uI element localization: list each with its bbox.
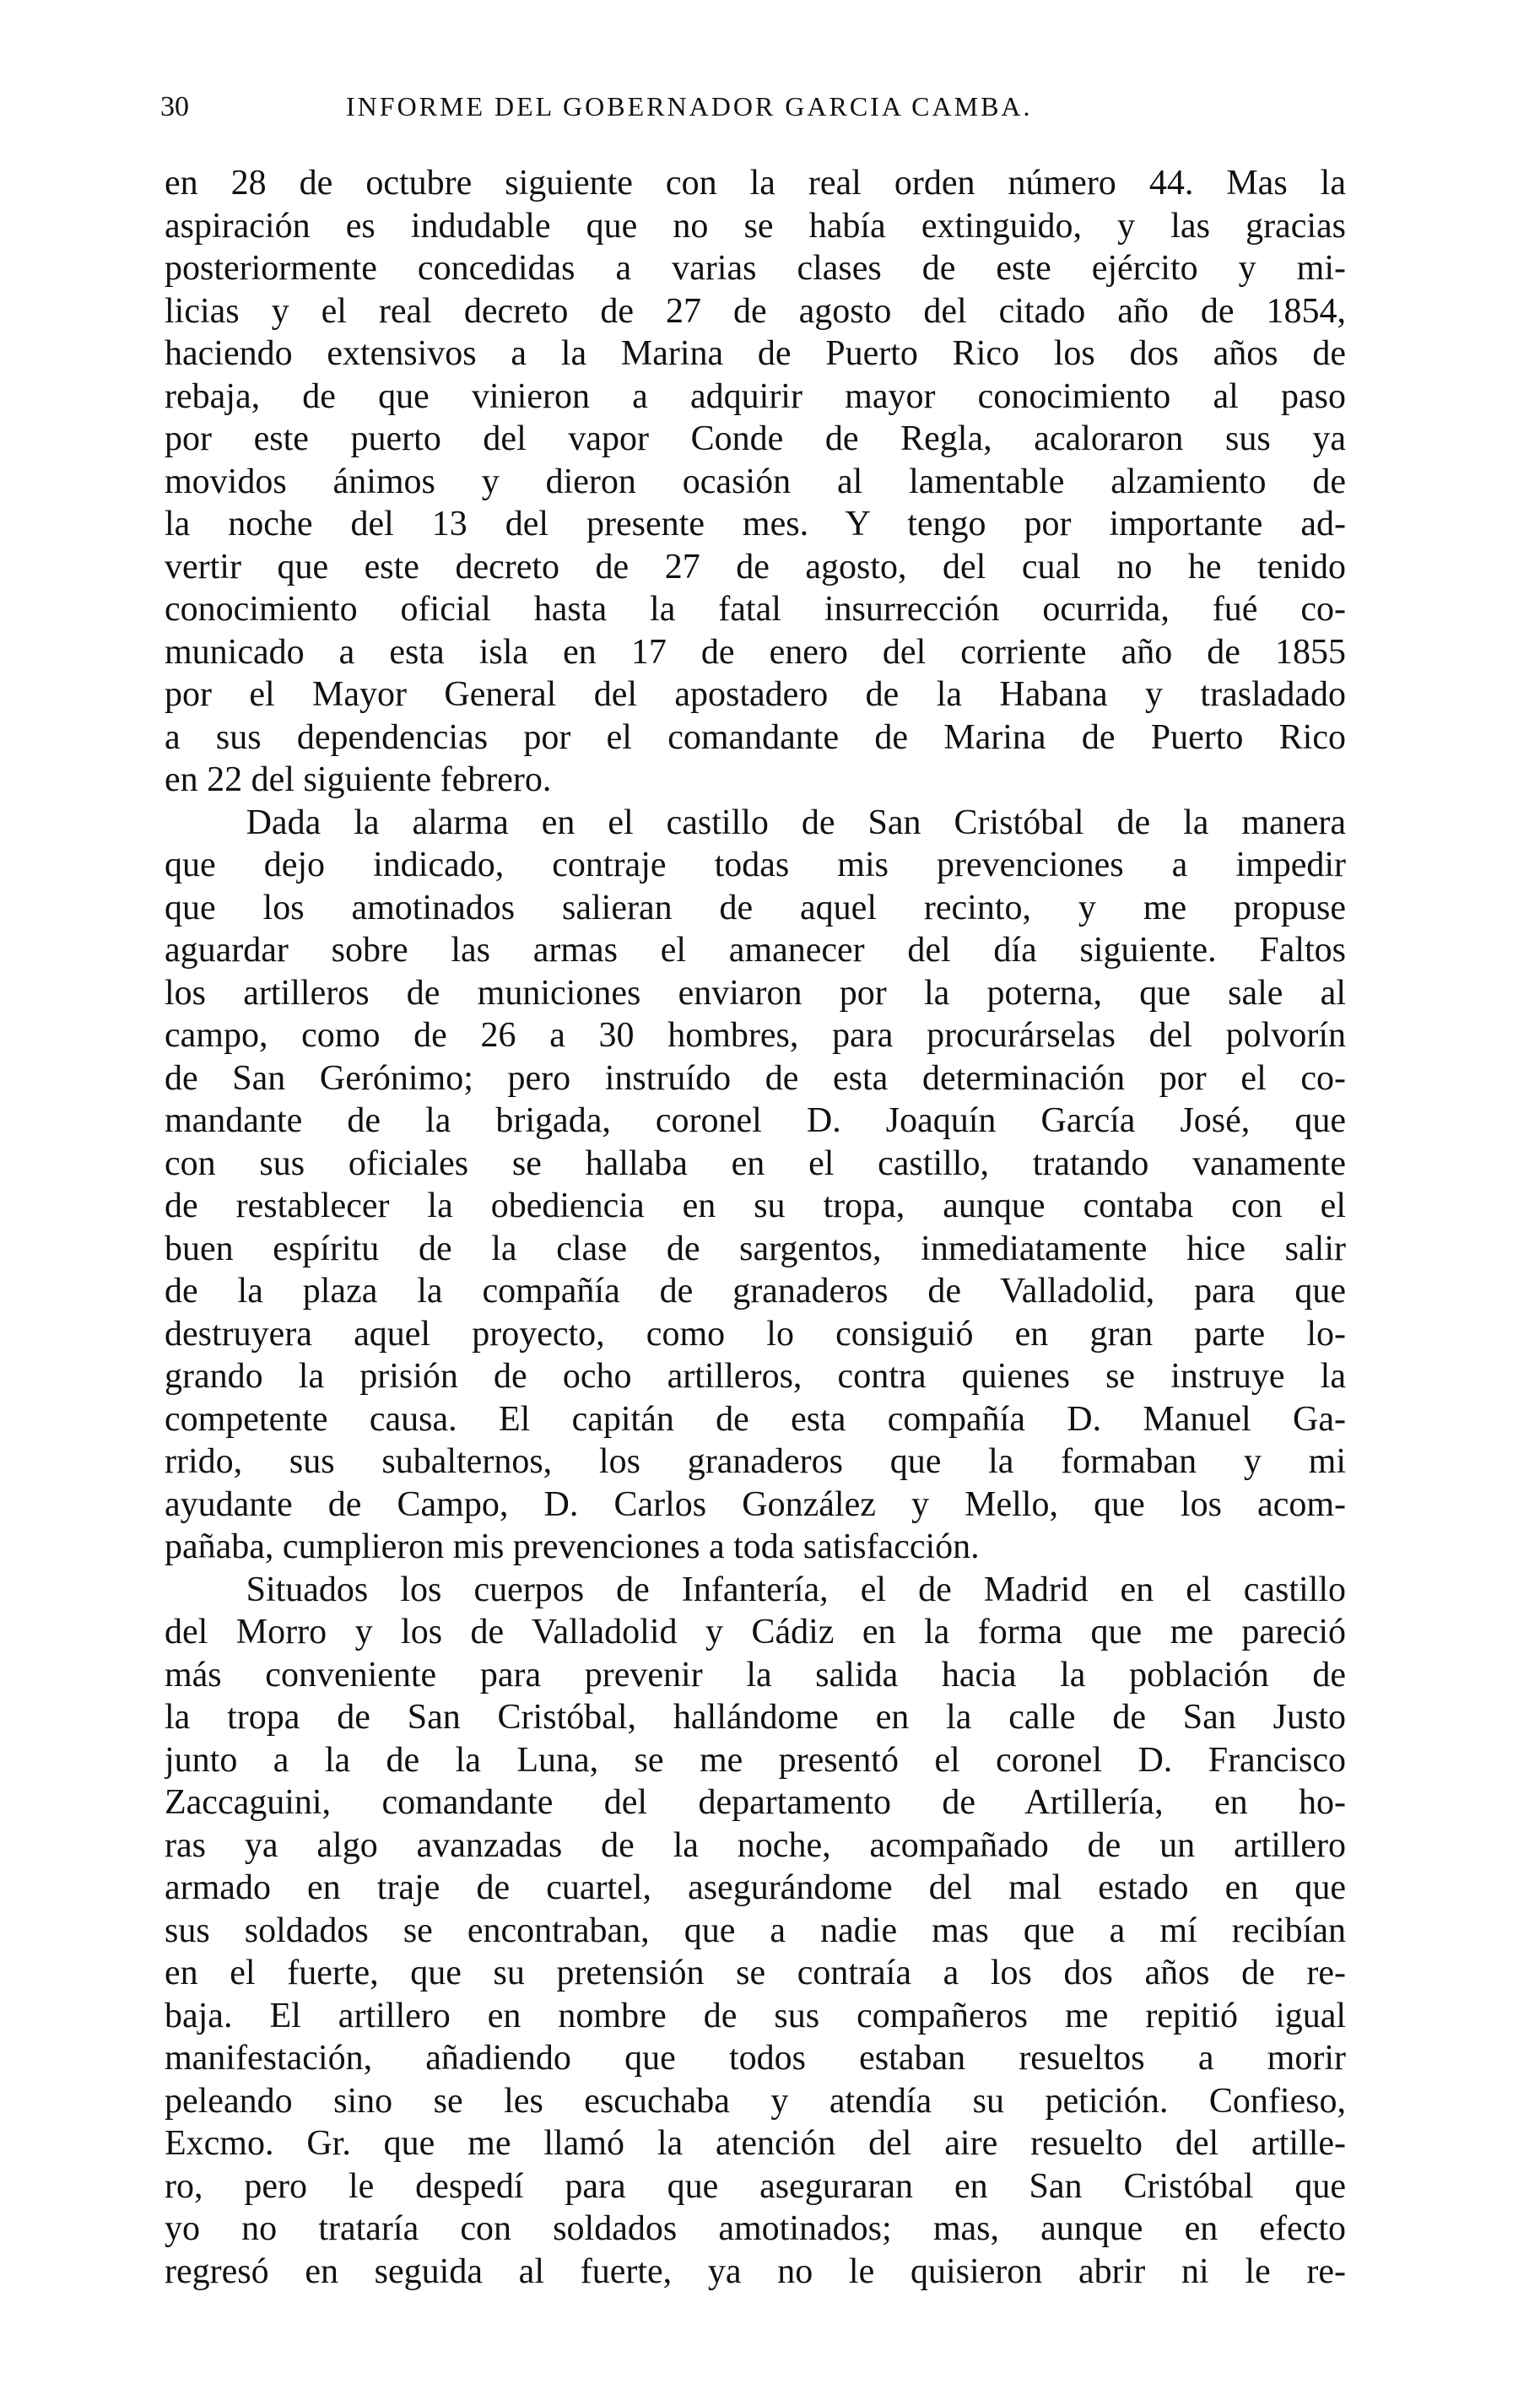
text-line: campo, como de 26 a 30 hombres, para procurárselas del polvorín <box>165 1016 1346 1055</box>
page-number: 30 <box>160 91 189 122</box>
text-line: conocimiento oficial hasta la fatal insurrección ocurrida, fué co- <box>165 590 1346 629</box>
text-line: por el Mayor General del apostadero de la Habana y trasladado <box>165 675 1346 714</box>
running-title: INFORME DEL GOBERNADOR GARCIA CAMBA. <box>346 91 1033 122</box>
text-line: vertir que este decreto de 27 de agosto, del cual no he tenido <box>165 547 1346 586</box>
text-line: baja. El artillero en nombre de sus compañeros me repitió igual <box>165 1996 1346 2035</box>
text-line: en el fuerte, que su pretensión se contraía a los dos años de re- <box>165 1954 1346 1992</box>
paragraph-first-line: Situados los cuerpos de Infantería, el de Madrid en el castillo <box>246 1570 1346 1609</box>
text-line: posteriormente concedidas a varias clases de este ejército y mi- <box>165 249 1346 288</box>
text-line: destruyera aquel proyecto, como lo consiguió en gran parte lo- <box>165 1314 1346 1354</box>
text-line: municado a esta isla en 17 de enero del corriente año de 1855 <box>165 632 1346 672</box>
text-line: armado en traje de cuartel, asegurándome del mal estado en que <box>165 1868 1346 1907</box>
text-line: mandante de la brigada, coronel D. Joaquín García José, que <box>165 1101 1346 1140</box>
text-line: ro, pero le despedí para que aseguraran en San Cristóbal que <box>165 2166 1346 2206</box>
text-line: movidos ánimos y dieron ocasión al lamentable alzamiento de <box>165 462 1346 501</box>
text-line: la tropa de San Cristóbal, hallándome en la calle de San Justo <box>165 1698 1346 1737</box>
text-line: ayudante de Campo, D. Carlos González y Mello, que los acom- <box>165 1484 1346 1524</box>
text-line: la noche del 13 del presente mes. Y tengo por importante ad- <box>165 505 1346 543</box>
text-line: a sus dependencias por el comandante de Marina de Puerto Rico <box>165 717 1346 757</box>
text-line: que los amotinados salieran de aquel recinto, y me propuse <box>165 888 1346 927</box>
text-line: de la plaza la compañía de granaderos de Valladolid, para que <box>165 1272 1346 1311</box>
text-line: por este puerto del vapor Conde de Regla, acaloraron sus ya <box>165 419 1346 458</box>
text-line: rebaja, de que vinieron a adquirir mayor conocimiento al paso <box>165 376 1346 416</box>
text-line: aguardar sobre las armas el amanecer del día siguiente. Faltos <box>165 931 1346 970</box>
text-line: del Morro y los de Valladolid y Cádiz en la forma que me pareció <box>165 1613 1346 1651</box>
text-line: yo no trataría con soldados amotinados; mas, aunque en efecto <box>165 2209 1346 2248</box>
text-line: más conveniente para prevenir la salida hacia la población de <box>165 1655 1346 1694</box>
text-line: Excmo. Gr. que me llamó la atención del aire resuelto del artille- <box>165 2124 1346 2163</box>
body-text <box>165 162 1346 2293</box>
text-line: en 22 del siguiente febrero. <box>165 760 552 799</box>
text-line: Zaccaguini, comandante del departamento de Artillería, en ho- <box>165 1783 1346 1822</box>
text-line: los artilleros de municiones enviaron por la poterna, que sale al <box>165 973 1346 1013</box>
text-line: aspiración es indudable que no se había extinguido, y las gracias <box>165 206 1346 246</box>
text-line: manifestación, añadiendo que todos estaban resueltos a morir <box>165 2039 1346 2078</box>
text-line: haciendo extensivos a la Marina de Puerto Rico los dos años de <box>165 334 1346 373</box>
text-line: pañaba, cumplieron mis prevenciones a toda satisfacción. <box>165 1527 980 1566</box>
text-line: licias y el real decreto de 27 de agosto del citado año de 1854, <box>165 291 1346 331</box>
text-line: buen espíritu de la clase de sargentos, inmediatamente hice salir <box>165 1229 1346 1268</box>
text-line: con sus oficiales se hallaba en el castillo, tratando vanamente <box>165 1143 1346 1183</box>
running-header <box>160 91 1384 128</box>
paragraph-first-line: Dada la alarma en el castillo de San Cristóbal de la manera <box>246 803 1346 842</box>
text-line: grando la prisión de ocho artilleros, contra quienes se instruye la <box>165 1357 1346 1396</box>
text-line: ras ya algo avanzadas de la noche, acompañado de un artillero <box>165 1825 1346 1865</box>
text-line: peleando sino se les escuchaba y atendía su petición. Confieso, <box>165 2081 1346 2121</box>
text-line: de San Gerónimo; pero instruído de esta determinación por el co- <box>165 1058 1346 1098</box>
text-line: regresó en seguida al fuerte, ya no le quisieron abrir ni le re- <box>165 2251 1346 2291</box>
text-line: en 28 de octubre siguiente con la real orden número 44. Mas la <box>165 164 1346 203</box>
text-line: competente causa. El capitán de esta compañía D. Manuel Ga- <box>165 1399 1346 1439</box>
text-line: rrido, sus subalternos, los granaderos que la formaban y mi <box>165 1442 1346 1481</box>
text-line: junto a la de la Luna, se me presentó el coronel D. Francisco <box>165 1740 1346 1780</box>
text-line: sus soldados se encontraban, que a nadie mas que a mí recibían <box>165 1911 1346 1950</box>
text-line: de restablecer la obediencia en su tropa, aunque contaba con el <box>165 1186 1346 1225</box>
text-line: que dejo indicado, contraje todas mis prevenciones a impedir <box>165 846 1346 884</box>
